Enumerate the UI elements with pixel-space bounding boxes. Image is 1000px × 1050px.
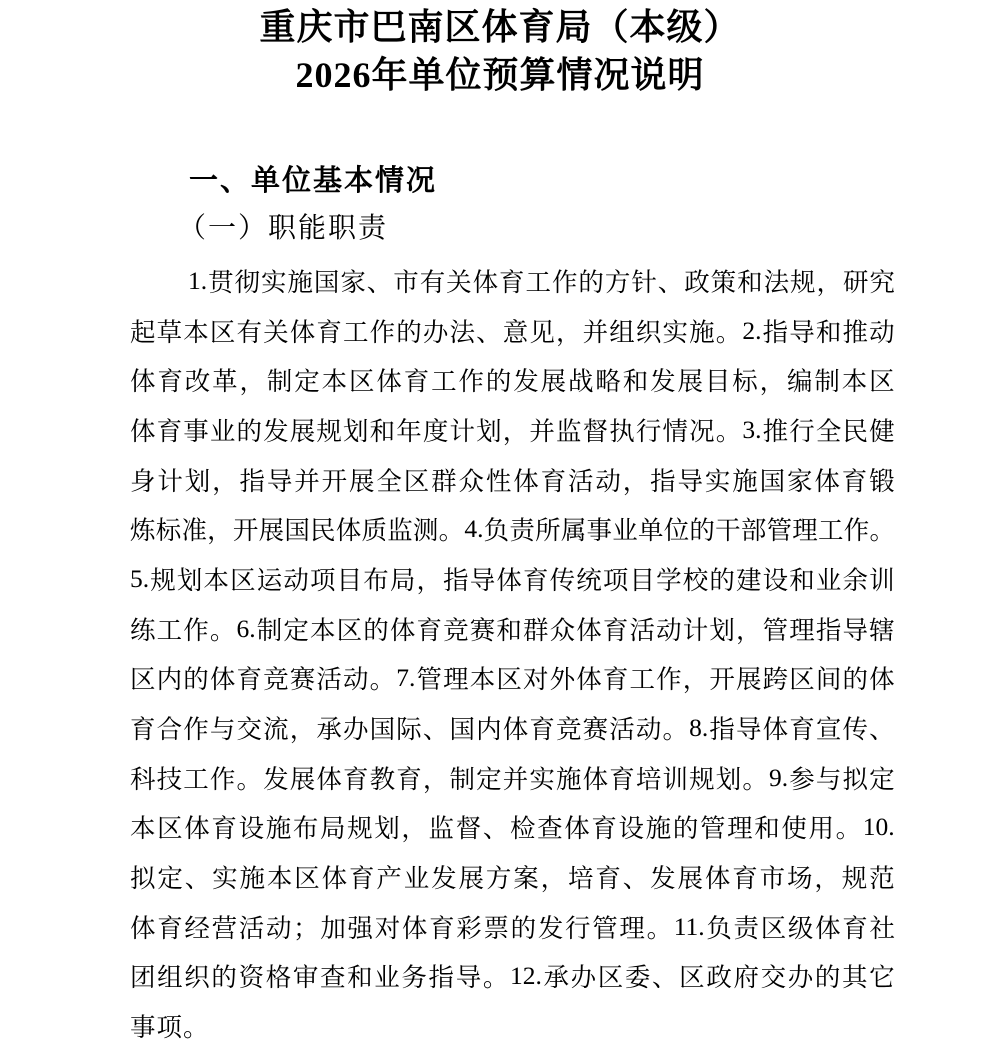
body-line: 体 育 改 革 ， 制 定 本 区 体 育 工 作 的 发 展 战 略 和 发 展 目 标 ， 编 制 本 区 (130, 367, 895, 397)
body-line: 本 区 体 育 设 施 布 局 规 划 ， 监 督 、 检 查 体 育 设 施 的 管 理 和 使 用 。 10. (130, 812, 895, 844)
document-title-line-1: 重庆市巴南区体育局（本级） (259, 7, 741, 47)
body-line: 1. 贯 彻 实 施 国 家 、 市 有 关 体 育 工 作 的 方 针 、 政 策 和 法 规 ， 研 究 (188, 265, 895, 297)
body-line: 炼 标 准 ， 开 展 国 民 体 质 监 测 。 4. 负 责 所 属 事 业 单 位 的 干 部 管 理 工 作 。 (130, 514, 895, 546)
body-line: 身 计 划 ， 指 导 并 开 展 全 区 群 众 性 体 育 活 动 ， 指 导 实 施 国 家 体 育 锻 (130, 466, 895, 496)
body-line: 起 草 本 区 有 关 体 育 工 作 的 办 法 、 意 见 ， 并 组 织 实 施 。 2. 指 导 和 推 动 (130, 315, 895, 347)
document-title-line-2: 2026年单位预算情况说明 (295, 55, 705, 95)
body-line: 练 工 作 。 6. 制 定 本 区 的 体 育 竞 赛 和 群 众 体 育 活 动 计 划 ， 管 理 指 导 辖 (130, 613, 895, 645)
document-title (0, 3, 1000, 99)
section-heading: 一、单位基本情况 (189, 165, 438, 197)
subsection-heading: （一）职能职责 (178, 213, 389, 244)
body-line: 团 组 织 的 资 格 审 查 和 业 务 指 导 。 12. 承 办 区 委 、 区 政 府 交 办 的 其 它 (130, 961, 895, 993)
body-line: 区 内 的 体 育 竞 赛 活 动 。 7. 管 理 本 区 对 外 体 育 工 作 ， 开 展 跨 区 间 的 体 (130, 663, 895, 695)
body-line: 科 技 工 作 。 发 展 体 育 教 育 ， 制 定 并 实 施 体 育 培 训 规 划 。 9. 参 与 拟 定 (130, 762, 895, 794)
body-line: 体 育 事 业 的 发 展 规 划 和 年 度 计 划 ， 并 监 督 执 行 情 况 。 3. 推 行 全 民 健 (130, 414, 895, 446)
body-line: 5. 规 划 本 区 运 动 项 目 布 局 ， 指 导 体 育 传 统 项 目 学 校 的 建 设 和 业 余 训 (130, 563, 895, 595)
body-line: 拟 定 、 实 施 本 区 体 育 产 业 发 展 方 案 ， 培 育 、 发 展 体 育 市 场 ， 规 范 (130, 864, 895, 894)
body-paragraph (130, 256, 895, 1050)
body-line: 事 项 。 (130, 1013, 209, 1043)
body-line: 育 合 作 与 交 流 ， 承 办 国 际 、 国 内 体 育 竞 赛 活 动 。 8. 指 导 体 育 宣 传 、 (130, 713, 895, 745)
body-line: 体 育 经 营 活 动 ； 加 强 对 体 育 彩 票 的 发 行 管 理 。 11. 负 责 区 级 体 育 社 (130, 911, 895, 943)
